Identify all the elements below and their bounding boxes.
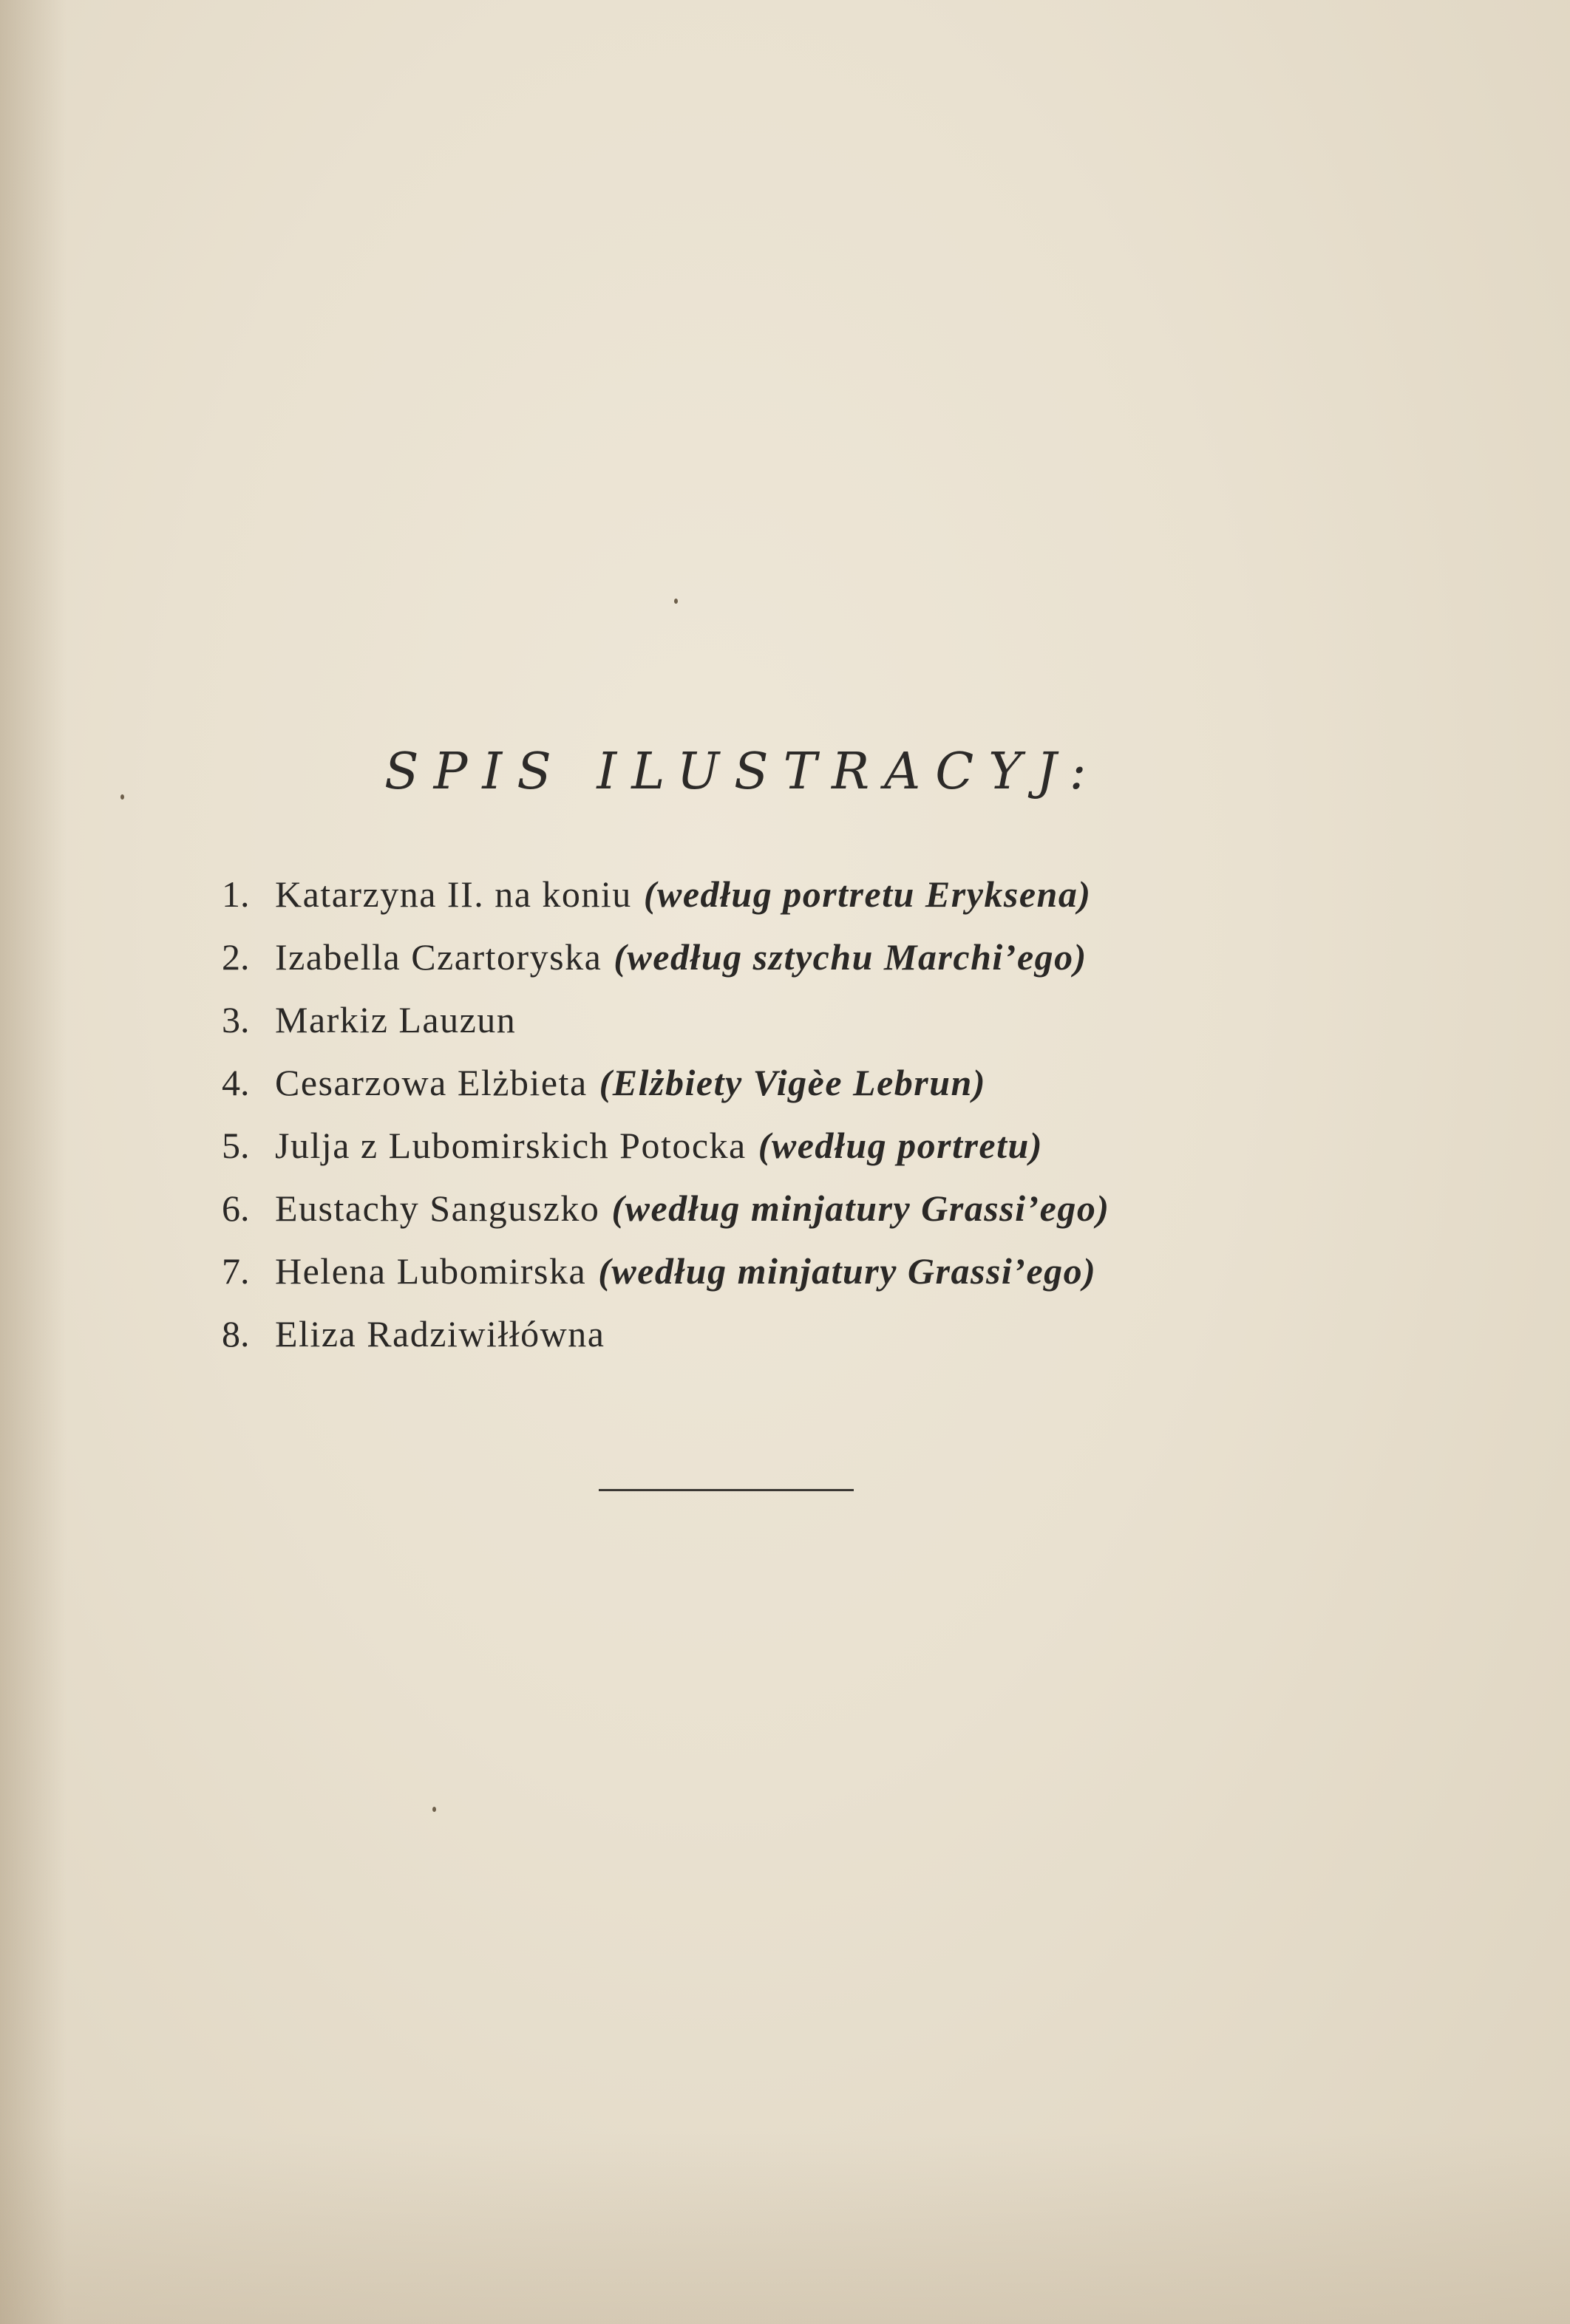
list-item [222,1303,1331,1366]
item-number: 5. [222,1125,250,1166]
list-item [222,926,1331,989]
section-divider-rule [599,1489,854,1491]
page-title: SPIS ILUSTRACYJ: [384,743,1101,801]
item-number: 2. [222,936,250,978]
page-gutter-shadow [0,0,67,2324]
paper-speck [432,1807,436,1812]
item-number: 1. [222,873,250,915]
paper-speck [120,794,124,800]
item-number: 4. [222,1062,250,1103]
item-title: Eustachy Sanguszko [275,1187,600,1229]
item-source-note: (według minjatury Grassi’ego) [611,1187,1110,1229]
list-item [222,989,1331,1052]
list-item [222,1240,1331,1303]
item-title: Julja z Lubomirskich Potocka [275,1125,747,1166]
item-title: Izabella Czartoryska [275,936,602,978]
item-number: 6. [222,1187,250,1229]
item-source-note: (według portretu Eryksena) [643,873,1092,915]
illustration-list [222,863,1331,1366]
page-bottom-shadow [0,2132,1570,2324]
list-item [222,1114,1331,1177]
item-number: 3. [222,999,250,1040]
item-title: Eliza Radziwiłłówna [275,1313,605,1354]
item-source-note: (według portretu) [758,1125,1043,1166]
item-source-note: (według sztychu Marchi’ego) [614,936,1087,978]
item-title: Katarzyna II. na koniu [275,873,632,915]
paper-speck [674,599,678,604]
item-number: 7. [222,1250,250,1292]
list-item [222,1177,1331,1240]
item-title: Markiz Lauzun [275,999,517,1040]
list-item [222,863,1331,926]
list-item [222,1052,1331,1114]
item-source-note: (Elżbiety Vigèe Lebrun) [599,1062,986,1103]
item-number: 8. [222,1313,250,1354]
item-title: Cesarzowa Elżbieta [275,1062,588,1103]
item-title: Helena Lubomirska [275,1250,587,1292]
item-source-note: (według minjatury Grassi’ego) [598,1250,1097,1292]
